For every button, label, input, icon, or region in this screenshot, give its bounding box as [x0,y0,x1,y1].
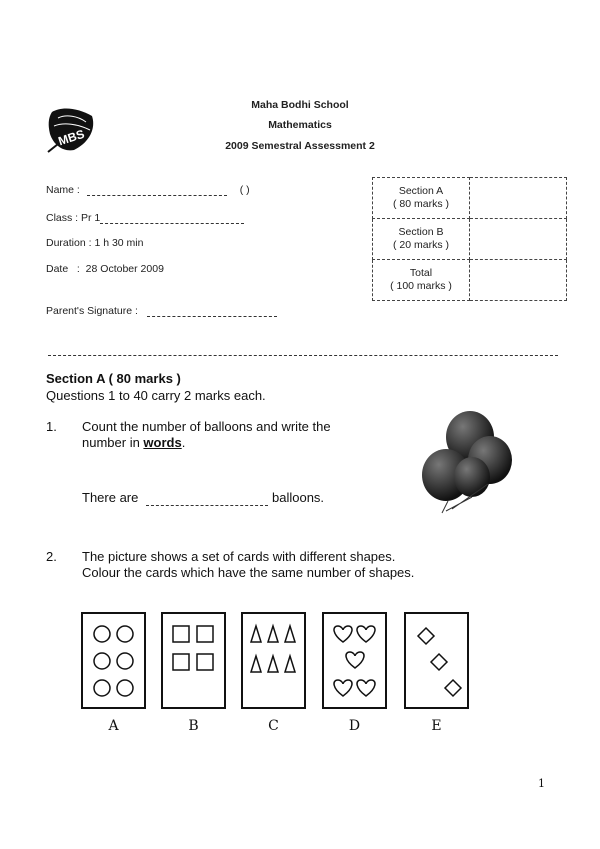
date-text: Date : 28 October 2009 [46,263,164,275]
card-label: C [268,718,279,734]
card-e[interactable] [404,612,469,709]
name-label: Name : [46,184,80,196]
school-name: Maha Bodhi School [251,99,349,111]
question-line: Colour the cards which have the same number of shapes. [82,565,415,580]
name-field [46,184,250,196]
diamond-icons [418,628,461,696]
assessment-title: 2009 Semestral Assessment 2 [225,140,375,152]
marks-table [372,177,567,301]
name-blank[interactable] [87,195,227,196]
marks-row [373,178,567,219]
signature-label: Parent's Signature : [46,305,138,317]
question-1-answer [82,490,324,506]
section-instructions: Questions 1 to 40 carry 2 marks each. [46,388,266,403]
logo-text: MBS [56,126,87,149]
answer-suffix: balloons. [272,490,325,505]
question-line: Count the number of balloons and write the [82,419,331,434]
emphasis-word: words [143,435,182,450]
question-1-text [82,419,331,451]
marks-score-cell[interactable] [470,178,567,219]
balloons-image [412,405,522,515]
question-number: 1. [46,419,57,434]
class-blank[interactable] [100,223,244,224]
question-line: The picture shows a set of cards with different shapes. [82,549,396,564]
card-b[interactable] [161,612,226,709]
marks-label-cell: Section A ( 80 marks ) [373,178,470,219]
card-c[interactable] [241,612,306,709]
card-a[interactable] [81,612,146,709]
page-number: 1 [538,777,545,790]
card-label: D [348,718,361,734]
class-field [46,212,244,224]
answer-prefix: There are [82,490,139,505]
subject-title: Mathematics [268,119,332,131]
register-number-paren: ( ) [239,184,250,196]
marks-label-cell: Total ( 100 marks ) [373,260,470,301]
signature-blank[interactable] [147,316,277,317]
marks-label-cell: Section B ( 20 marks ) [373,219,470,260]
section-title: Section A ( 80 marks ) [46,371,181,386]
card-d[interactable] [322,612,387,709]
question-number: 2. [46,549,57,564]
marks-row [373,260,567,301]
signature-field [46,305,277,317]
class-label: Class : Pr 1 [46,212,101,224]
card-label: E [431,718,442,734]
marks-row [373,219,567,260]
answer-blank[interactable] [146,505,268,506]
duration-text: Duration : 1 h 30 min [46,237,144,249]
marks-score-cell[interactable] [470,219,567,260]
card-label: B [188,718,199,734]
question-2-text [82,549,414,581]
square-icons [173,626,213,670]
heart-icons [334,626,375,696]
card-label: A [108,718,119,734]
marks-score-cell[interactable] [470,260,567,301]
triangle-icons [251,626,295,672]
question-line: number in words. [82,435,186,450]
circle-icons [94,626,133,696]
section-divider [48,355,558,356]
